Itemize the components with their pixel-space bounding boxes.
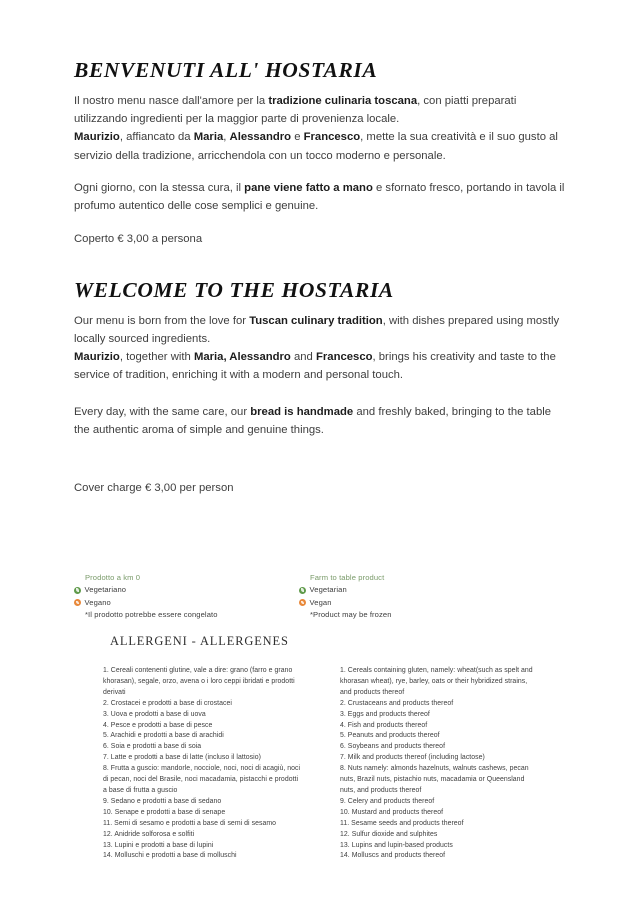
allergen-item: 5. Arachidi e prodotti a base di arachidi [103, 732, 224, 740]
en-p1-text-2: , with dishes prepared using mostly locally sourced ingredients. [74, 314, 560, 345]
legend-en-vegan-label: Vegan [309, 597, 332, 607]
allergen-item: 11. Sesame seeds and products thereof [340, 819, 464, 827]
legend-en-vegetarian [299, 584, 524, 596]
allergen-item: 1. Cereals containing gluten, namely: wheat(such as spelt and khorasan wheat), rye, barley, oats or their hybridized strains, and products thereof [340, 667, 533, 696]
allergen-item: 2. Crostacei e prodotti a base di crostacei [103, 699, 232, 707]
allergen-item: 14. Molluscs and products thereof [340, 852, 446, 860]
italian-paragraph-2 [74, 179, 566, 216]
spacer [74, 439, 566, 479]
english-heading: WELCOME TO THE HOSTARIA [74, 277, 394, 302]
allergen-item: 8. Frutta a guscio: mandorle, nocciole, noci, noci di acagiù, noci di pecan, noci del Brasile, noci macadamia, pistacchi e prodotti a base di frutta a guscio [103, 765, 301, 794]
intro-section [74, 58, 566, 498]
allergens-heading: ALLERGENI - ALLERGENES [110, 634, 289, 648]
allergens-list-italian [103, 666, 303, 862]
allergen-item: 1. Cereali contenenti glutine, vale a dire: grano (farro e grano khorasan), segale, orzo, avena o i loro ceppi ibridati e prodotti derivati [103, 667, 295, 696]
allergen-item: 13. Lupins and lupin-based products [340, 841, 453, 849]
it-p1-text-3: , affiancato da [119, 131, 194, 144]
allergen-item: 13. Lupini e prodotti a base di lupini [103, 841, 214, 849]
en-p1-bold-2: Maurizio [74, 351, 120, 364]
legend-en-vegetarian-label: Vegetarian [309, 585, 347, 595]
allergen-item: 10. Senape e prodotti a base di senape [103, 808, 226, 816]
it-p2-text-1: Ogni giorno, con la stessa cura, il [74, 181, 245, 194]
allergens-list-english [340, 666, 540, 862]
en-p2-text-1: Every day, with the same care, our [74, 405, 251, 418]
it-p2-bold-1: pane viene fatto a mano [244, 181, 373, 194]
italian-paragraph-1 [74, 92, 566, 165]
legend-section [74, 572, 566, 621]
it-p1-text-2: , con piatti preparati utilizzando ingredienti per la maggior parte di provenienza locale. [74, 94, 517, 126]
allergen-item: 3. Eggs and products thereof [340, 710, 430, 718]
allergen-item: 8. Nuts namely: almonds hazelnuts, walnuts cashews, pecan nuts, Brazil nuts, pistachio nuts, macadamia or Queensland nuts, and products thereof [340, 765, 529, 794]
legend-en-vegan [299, 597, 524, 609]
spacer [74, 385, 566, 403]
allergen-item: 3. Uova e prodotti a base di uova [103, 710, 206, 718]
legend-it-vegan-label: Vegano [84, 597, 111, 607]
it-p1-bold-1: tradizione culinaria toscana [268, 94, 418, 107]
en-p1-text-4: and [290, 351, 316, 364]
vegetarian-leaf-icon [74, 587, 81, 594]
legend-english [299, 572, 524, 621]
en-p1-text-3: , together with [119, 351, 194, 364]
legend-en-note: *Product may be frozen [310, 609, 392, 619]
allergen-item: 14. Molluschi e prodotti a base di molluschi [103, 852, 237, 860]
en-p2-text-2: and freshly baked, bringing to the table the authentic aroma of simple and genuine things. [74, 405, 552, 436]
legend-it-note: *Il prodotto potrebbe essere congelato [85, 609, 218, 619]
legend-it-vegetarian-label: Vegetariano [84, 585, 127, 595]
allergen-item: 4. Pesce e prodotti a base di pesce [103, 721, 213, 729]
allergen-item: 6. Soybeans and products thereof [340, 743, 446, 751]
vegan-leaf-icon [74, 599, 81, 606]
allergen-item: 10. Mustard and products thereof [340, 808, 444, 816]
allergen-item: 2. Crustaceans and products thereof [340, 699, 454, 707]
en-p1-text-5: , brings his creativity and taste to the service of tradition, enriching it with a modern and personal touch. [74, 351, 556, 382]
allergen-item: 9. Sedano e prodotti a base di sedano [103, 797, 222, 805]
allergen-item: 9. Celery and products thereof [340, 797, 435, 805]
spacer [74, 216, 566, 230]
english-paragraph-1 [74, 312, 566, 385]
italian-heading: BENVENUTI ALL' HOSTARIA [74, 58, 378, 82]
legend-it-heading: Prodotto a km 0 [85, 573, 141, 582]
spacer [74, 165, 566, 179]
en-p1-bold-1: Tuscan culinary tradition [249, 314, 383, 327]
it-p1-bold-3: Maria [193, 131, 224, 144]
allergen-item: 12. Anidride solforosa e solfiti [103, 830, 195, 838]
legend-en-heading: Farm to table product [310, 573, 385, 582]
spacer [74, 248, 566, 278]
it-p1-text-1: Il nostro menu nasce dall'amore per la [74, 94, 269, 107]
english-cover-charge: Cover charge € 3,00 per person [74, 482, 234, 495]
it-p1-bold-5: Francesco [303, 131, 361, 144]
english-paragraph-2 [74, 403, 566, 440]
legend-italian [74, 572, 299, 621]
it-p2-text-2: e sfornato fresco, portando in tavola il profumo autentico delle cose semplici e genuine. [74, 181, 565, 213]
vegan-leaf-icon [299, 599, 306, 606]
allergen-item: 6. Soia e prodotti a base di soia [103, 743, 202, 751]
legend-it-vegan [74, 597, 299, 609]
it-p1-text-4: , [223, 131, 230, 144]
en-p1-bold-3: Maria, Alessandro [193, 351, 291, 364]
allergen-item: 11. Semi di sesamo e prodotti a base di semi di sesamo [103, 819, 277, 827]
allergens-section [103, 666, 573, 862]
allergen-item: 7. Latte e prodotti a base di latte (incluso il lattosio) [103, 754, 261, 762]
allergen-item: 4. Fish and products thereof [340, 721, 428, 729]
allergen-item: 5. Peanuts and products thereof [340, 732, 440, 740]
en-p1-text-1: Our menu is born from the love for [74, 314, 250, 327]
vegetarian-leaf-icon [299, 587, 306, 594]
it-p1-text-6: , mette la sua creatività e il suo gusto al servizio della tradizione, arricchendola con un tocco moderno e personale. [74, 131, 558, 162]
allergen-item: 12. Sulfur dioxide and sulphites [340, 830, 438, 838]
en-p2-bold-1: bread is handmade [250, 405, 354, 418]
it-p1-text-5: e [291, 131, 304, 144]
en-p1-bold-4: Francesco [315, 351, 373, 364]
allergen-item: 7. Milk and products thereof (including lactose) [340, 754, 485, 762]
it-p1-bold-2: Maurizio [74, 131, 120, 144]
italian-cover-charge: Coperto € 3,00 a persona [74, 232, 203, 245]
it-p1-bold-4: Alessandro [229, 131, 292, 144]
legend-it-vegetarian [74, 584, 299, 596]
